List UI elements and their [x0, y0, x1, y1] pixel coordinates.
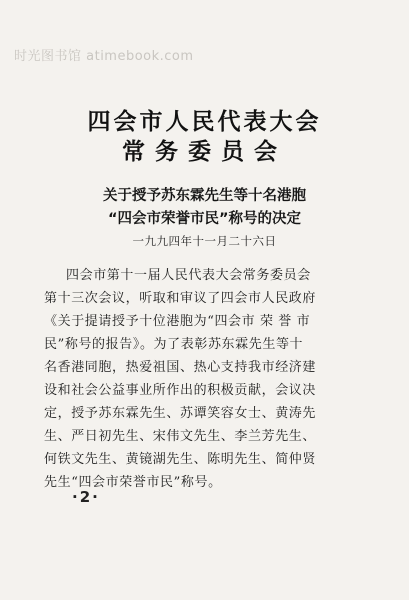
body-line: 何铁文先生、黄镜湖先生、陈明先生、简仲贤 — [44, 452, 317, 467]
body-line: 《关于提请授予十位港胞为“四会市 荣 誉 市 — [44, 314, 311, 329]
body-line: 四会市第十一届人民代表大会常务委员会 — [66, 268, 311, 283]
body-line: 生、严日初先生、宋伟文先生、李兰芳先生、 — [44, 429, 317, 444]
body-line: 先生“四会市荣誉市民”称号。 — [44, 475, 222, 490]
body-line: 名香港同胞，热爱祖国、热心支持我市经济建 — [44, 360, 317, 375]
page-number: ·2· — [72, 488, 100, 506]
decision-title: 关于授予苏东霖先生等十名港胞 — [103, 188, 306, 204]
watermark: 时光图书馆 atimebook.com — [14, 49, 194, 64]
body-line: 民”称号的报告》。为了表彰苏东霖先生等十 — [44, 337, 304, 352]
page-title-line2: 常务委员会 — [122, 139, 287, 165]
decision-date: 一九九四年十一月二十六日 — [132, 234, 277, 248]
body-line: 定，授予苏东霖先生、苏谭笑容女士、黄涛先 — [44, 406, 317, 421]
body-line: 第十三次会议，听取和审议了四会市人民政府 — [44, 291, 317, 306]
decision-title-line2: “四会市荣誉市民”称号的决定 — [107, 211, 302, 227]
page-title: 四会市人民代表大会 — [87, 109, 322, 135]
body-line: 设和社会公益事业所作出的积极贡献，会议决 — [44, 383, 317, 398]
